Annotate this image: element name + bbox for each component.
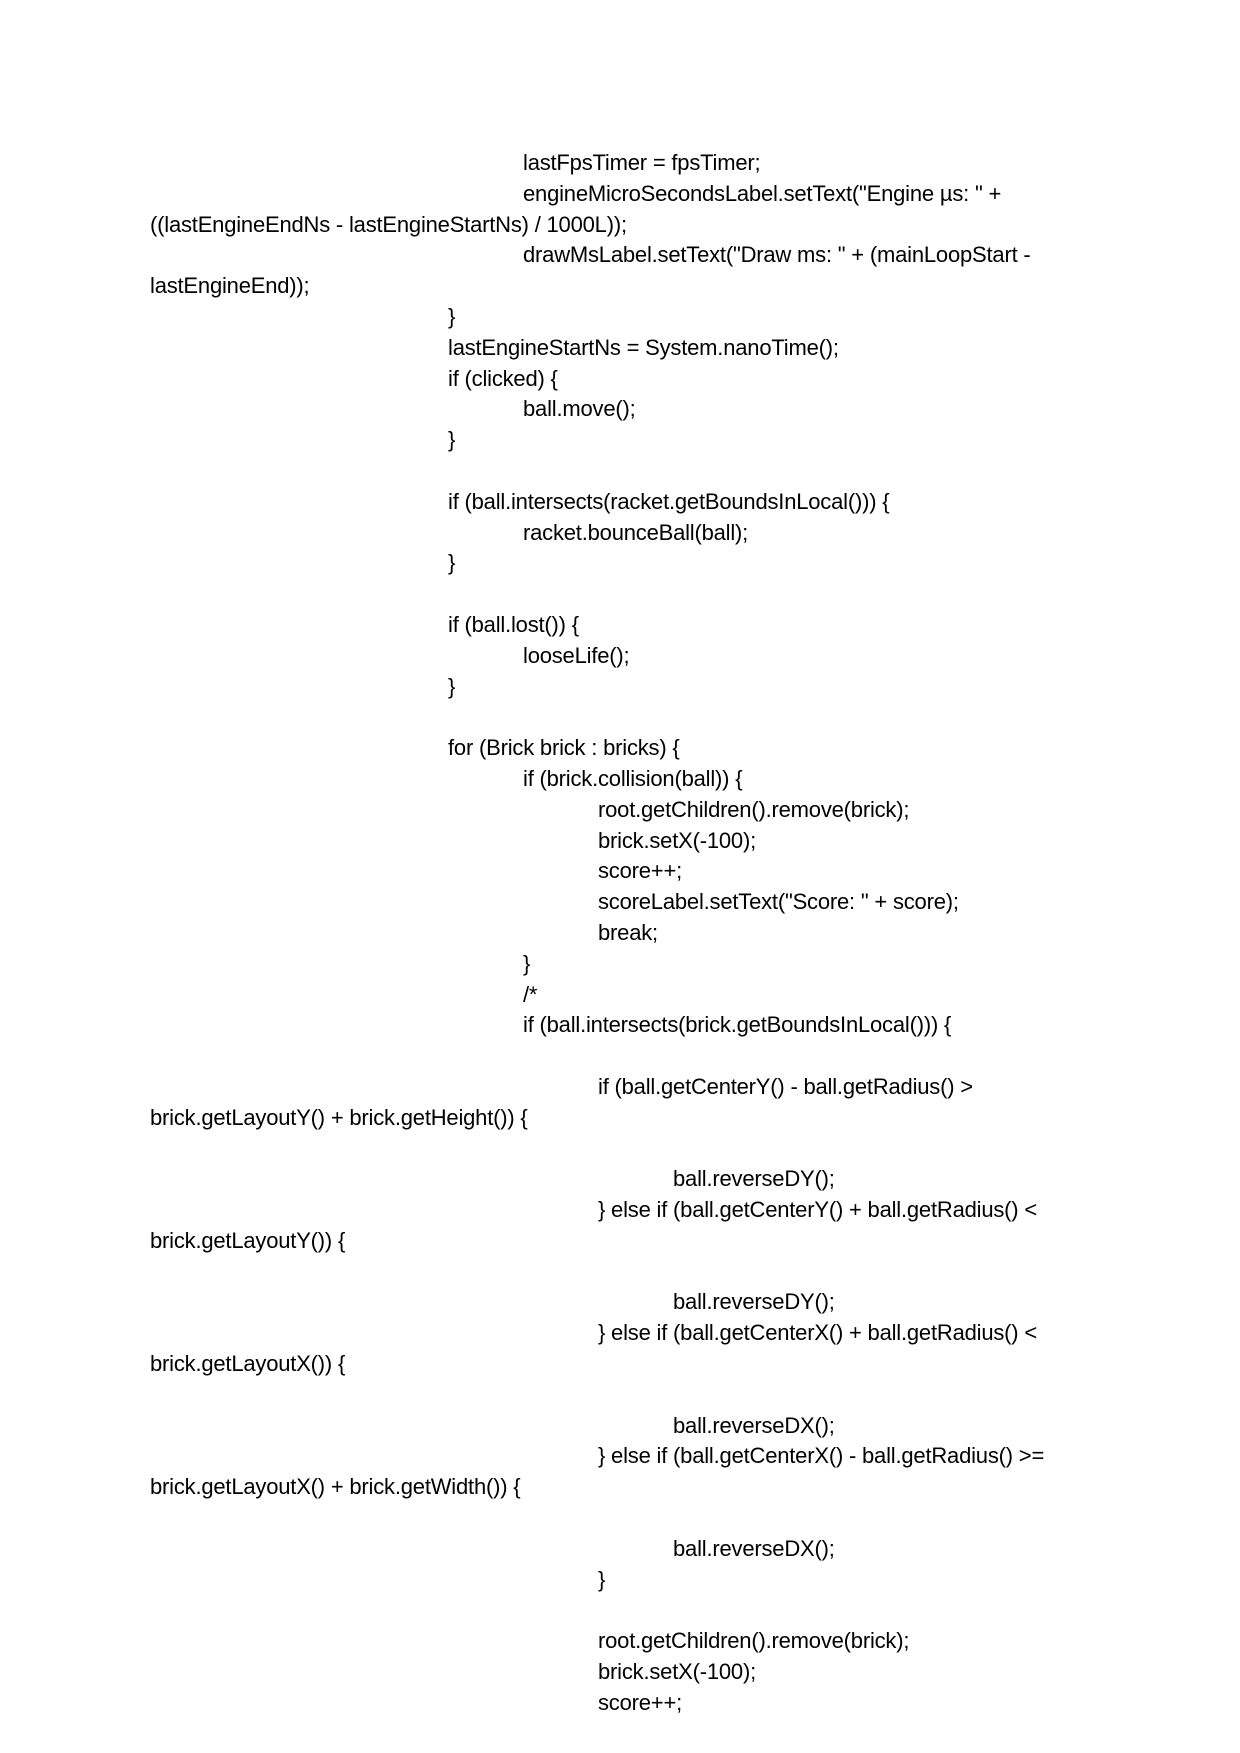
blank-line [150,1595,1110,1626]
code-line: } else if (ball.getCenterX() - ball.getRadius() >= [598,1443,1045,1469]
code-line: if (clicked) { [448,365,558,391]
code-line: for (Brick brick : bricks) { [448,735,680,761]
code-line: } [448,303,456,329]
code-line: lastFpsTimer = fpsTimer; [523,150,761,175]
code-line: brick.getLayoutX() + brick.getWidth()) { [150,1474,521,1500]
code-line: brick.getLayoutX()) { [150,1351,346,1377]
blank-line [150,1257,1110,1288]
code-line: lastEngineStartNs = System.nanoTime(); [448,334,839,360]
blank-line [150,456,1110,487]
code-line: brick.getLayoutY() + brick.getHeight()) { [150,1104,528,1130]
code-line: racket.bounceBall(ball); [523,519,749,545]
blank-line [150,1041,1110,1072]
blank-line [150,1380,1110,1411]
blank-line [150,579,1110,610]
code-line: brick.setX(-100); [598,827,756,853]
code-line: brick.getLayoutY()) { [150,1227,346,1253]
code-line: scoreLabel.setText("Score: " + score); [598,889,959,915]
code-line: /* [523,981,538,1007]
code-line: ball.reverseDY(); [673,1166,835,1192]
code-line: } [523,950,531,976]
code-line: if (ball.intersects(racket.getBoundsInLocal())) { [448,488,890,514]
code-line: if (brick.collision(ball)) { [523,765,743,791]
code-line: } else if (ball.getCenterX() + ball.getRadius() < [598,1320,1037,1346]
code-line: } [448,673,456,699]
code-line: } [598,1566,606,1592]
code-line: ((lastEngineEndNs - lastEngineStartNs) / 1000L)); [150,211,627,237]
code-line: score++; [598,1689,683,1715]
code-line: ball.move(); [523,396,636,422]
code-line: looseLife(); [523,642,630,668]
code-line: ball.reverseDX(); [673,1412,835,1438]
code-line: } [448,550,456,576]
code-line: engineMicroSecondsLabel.setText("Engine µs: " + [523,180,1002,206]
code-line: } else if (ball.getCenterY() + ball.getRadius() < [598,1197,1037,1223]
blank-line [150,702,1110,733]
code-line: root.getChildren().remove(brick); [598,796,910,822]
code-line: ball.reverseDY(); [673,1289,835,1315]
code-line: brick.setX(-100); [598,1659,756,1685]
blank-line [150,1503,1110,1534]
code-line: break; [598,919,658,945]
code-line: } [448,427,456,453]
code-line: score++; [598,858,683,884]
code-listing [150,148,1110,1719]
code-line: if (ball.getCenterY() - ball.getRadius() > [598,1073,973,1099]
code-line: ball.reverseDX(); [673,1535,835,1561]
code-line: if (ball.lost()) { [448,611,579,637]
blank-line [150,1134,1110,1165]
code-line: drawMsLabel.setText("Draw ms: " + (mainLoopStart - [523,242,1031,268]
code-line: lastEngineEnd)); [150,273,310,299]
code-line: if (ball.intersects(brick.getBoundsInLocal())) { [523,1012,952,1038]
code-line: root.getChildren().remove(brick); [598,1628,910,1654]
